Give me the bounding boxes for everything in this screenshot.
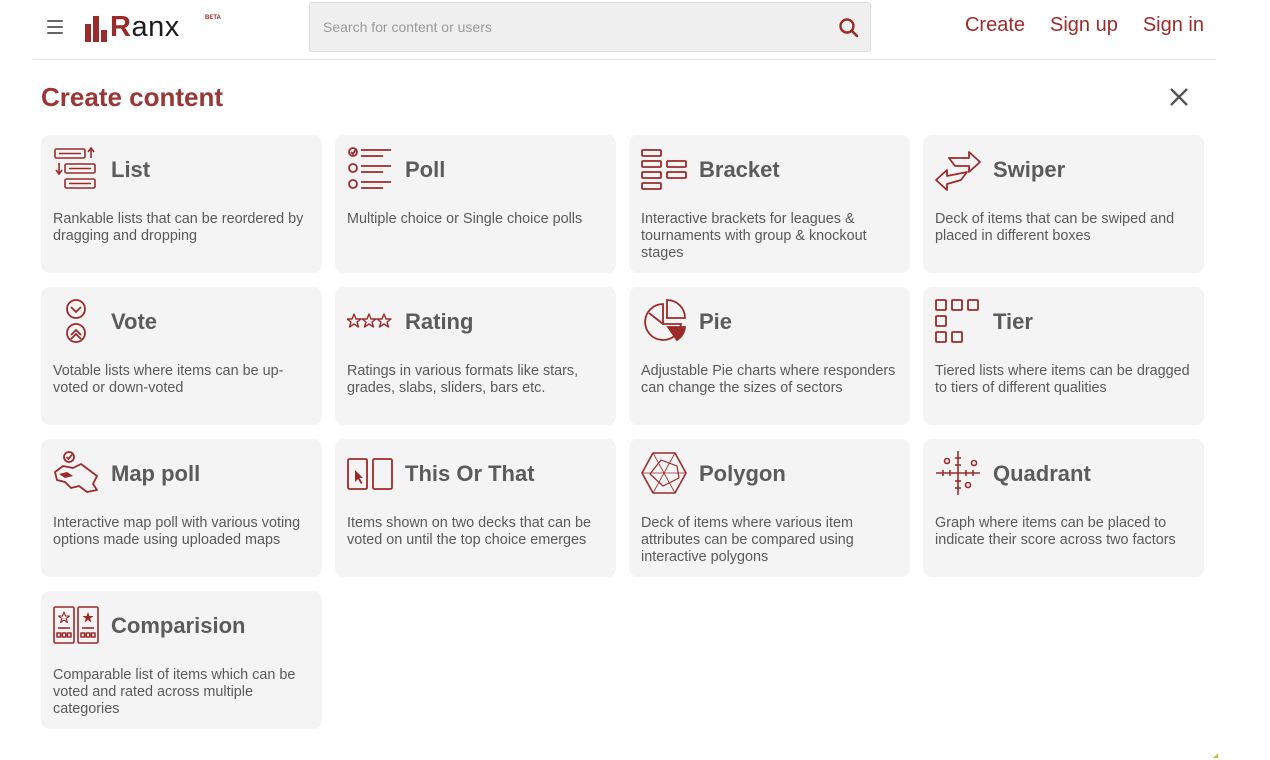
content-card-vote[interactable] bbox=[41, 287, 322, 425]
search-bar bbox=[309, 2, 871, 52]
quadrant-icon bbox=[935, 450, 981, 496]
polygon-icon bbox=[641, 450, 687, 496]
content-card-comparison[interactable] bbox=[41, 591, 322, 729]
this-or-that-icon bbox=[347, 450, 393, 496]
logo-text: Ranx bbox=[110, 11, 180, 43]
card-description: Comparable list of items which can be voted and rated across multiple categories bbox=[53, 667, 296, 717]
card-description: Items shown on two decks that can be voted on until the top choice emerges bbox=[347, 515, 591, 548]
content-card-rating[interactable] bbox=[335, 287, 616, 425]
page-title: Create content bbox=[41, 82, 224, 112]
card-description: Deck of items where various item attributes can be compared using interactive polygons bbox=[641, 515, 854, 565]
header-nav bbox=[965, 14, 1204, 37]
card-description: Adjustable Pie charts where responders can change the sizes of sectors bbox=[641, 363, 896, 396]
card-description: Rankable lists that can be reordered by dragging and dropping bbox=[53, 211, 304, 244]
content-card-bracket[interactable] bbox=[629, 135, 910, 273]
card-title: This Or That bbox=[405, 461, 535, 486]
content-card-swiper[interactable] bbox=[923, 135, 1204, 273]
search-icon[interactable] bbox=[838, 17, 860, 39]
tier-icon bbox=[935, 298, 981, 344]
resize-corner-icon bbox=[1213, 745, 1218, 750]
card-description: Interactive brackets for leagues & tournaments with group & knockout stages bbox=[641, 211, 867, 261]
top-navigation-bar bbox=[33, 0, 1216, 60]
content-card-list[interactable] bbox=[41, 135, 322, 273]
map-poll-icon bbox=[53, 450, 99, 496]
card-title: Rating bbox=[405, 309, 474, 334]
content-card-tier[interactable] bbox=[923, 287, 1204, 425]
close-icon[interactable] bbox=[1168, 86, 1190, 108]
card-description: Deck of items that can be swiped and placed in different boxes bbox=[935, 211, 1175, 244]
hamburger-icon[interactable] bbox=[47, 20, 63, 34]
bracket-icon bbox=[641, 146, 687, 192]
card-title: Quadrant bbox=[993, 461, 1091, 486]
card-description: Ratings in various formats like stars, grades, slabs, sliders, bars etc. bbox=[347, 363, 579, 396]
create-link[interactable]: Create bbox=[964, 14, 1025, 36]
card-description: Interactive map poll with various voting options made using uploaded maps bbox=[53, 515, 301, 548]
card-title: Poll bbox=[405, 157, 446, 182]
search-input[interactable] bbox=[310, 3, 810, 51]
card-title: Tier bbox=[993, 309, 1033, 334]
rating-icon bbox=[347, 298, 393, 344]
list-icon bbox=[53, 146, 99, 192]
content-card-quadrant[interactable] bbox=[923, 439, 1204, 577]
card-title: Vote bbox=[111, 309, 158, 334]
card-description: Graph where items can be placed to indicate their score across two factors bbox=[935, 515, 1176, 548]
swiper-icon bbox=[935, 146, 981, 192]
logo-bars-icon bbox=[85, 16, 107, 42]
content-card-map-poll[interactable] bbox=[41, 439, 322, 577]
content-card-this-or-that[interactable] bbox=[335, 439, 616, 577]
content-card-polygon[interactable] bbox=[629, 439, 910, 577]
card-description: Tiered lists where items can be dragged to tiers of different qualities bbox=[935, 363, 1190, 396]
sign-in-link[interactable]: Sign in bbox=[1142, 14, 1204, 36]
ranx-logo[interactable] bbox=[85, 11, 221, 43]
beta-badge: BETA bbox=[205, 15, 221, 21]
vote-icon bbox=[53, 298, 99, 344]
card-title: Bracket bbox=[699, 157, 780, 182]
card-description: Votable lists where items can be up-voted or down-voted bbox=[53, 363, 284, 396]
sign-up-link[interactable]: Sign up bbox=[1050, 14, 1118, 36]
card-title: Comparision bbox=[111, 613, 246, 638]
card-title: Map poll bbox=[111, 461, 201, 486]
card-title: Pie bbox=[699, 309, 733, 334]
comparison-icon bbox=[53, 602, 99, 648]
card-title: Polygon bbox=[699, 461, 786, 486]
card-title: List bbox=[111, 157, 151, 182]
pie-icon bbox=[641, 298, 687, 344]
card-title: Swiper bbox=[993, 157, 1066, 182]
content-card-poll[interactable] bbox=[335, 135, 616, 273]
content-card-pie[interactable] bbox=[629, 287, 910, 425]
content-type-grid bbox=[41, 135, 1204, 729]
card-description: Multiple choice or Single choice polls bbox=[347, 211, 583, 227]
poll-icon bbox=[347, 146, 393, 192]
